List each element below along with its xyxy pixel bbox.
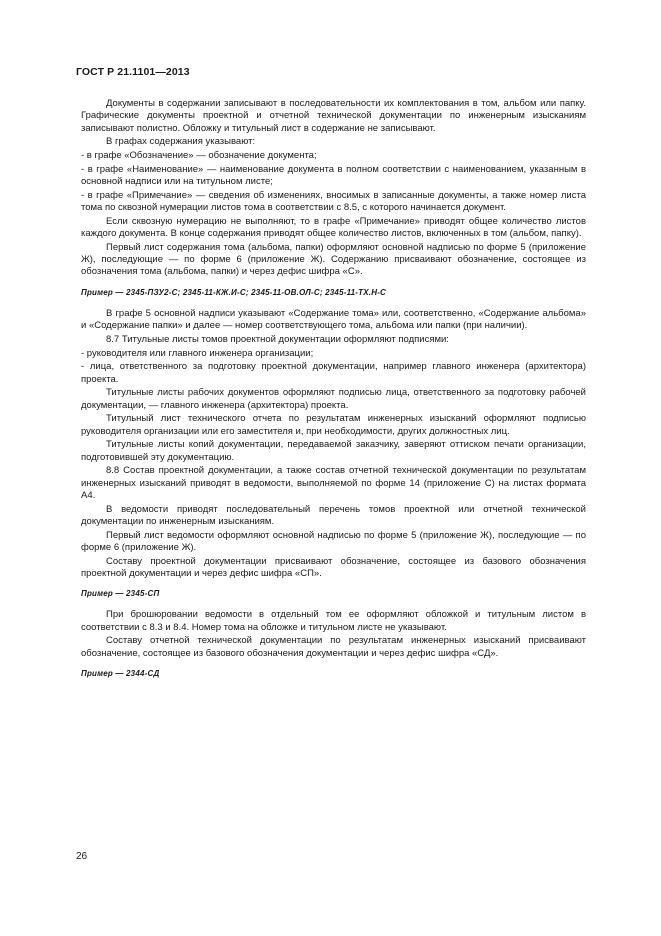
paragraph: Первый лист содержания тома (альбома, папки) оформляют основной надписью по форме 5 (приложение Ж), последующие — по форме 6 (приложение Ж). Содержанию присваивают обозначение, состоящее из обозначения тома (альбома, папки) и через дефис шифра «С». bbox=[81, 241, 586, 278]
paragraph: Первый лист ведомости оформляют основной надписью по форме 5 (приложение Ж), последующие — по форме 6 (приложение Ж). bbox=[81, 529, 586, 553]
paragraph: В графе 5 основной надписи указывают «Содержание тома» или, соответственно, «Содержание альбома» и «Содержание папки» и далее — номер соответствующего тома, альбома или папки (при наличии). bbox=[81, 307, 586, 331]
list-item: - руководителя или главного инженера организации; bbox=[81, 347, 314, 359]
document-body bbox=[81, 98, 586, 689]
example-line: Пример — 2345-СП bbox=[81, 589, 160, 598]
paragraph: Титульные листы рабочих документов оформляют подписью лица, ответственного за подготовку рабочей документации, — главного инженера (архитектора) проекта. bbox=[81, 387, 586, 411]
example-line: Пример — 2345-ПЗУ2-С; 2345-11-КЖ.И-С; 2345-11-ОВ.ОЛ-С; 2345-11-ТХ.Н-С bbox=[81, 287, 387, 297]
paragraph: Если сквозную нумерацию не выполняют, то в графе «Примечание» приводят общее количество листов каждого документа. В конце содержания приводят общее количество листов, включенных в том (альбом, папку). bbox=[81, 215, 586, 239]
section-8-7: 8.7 Титульные листы томов проектной документации оформляют подписями: bbox=[106, 333, 449, 345]
paragraph: Составу проектной документации присваивают обозначение, состоящее из базового обозначения проектной документации и через дефис шифра «СП». bbox=[81, 555, 586, 579]
list-item: - в графе «Наименование» — наименование документа в полном соответствии с наименованием, указанным в основной надписи или на титульном листе; bbox=[81, 163, 586, 187]
page-header: ГОСТ Р 21.1101—2013 bbox=[76, 66, 190, 78]
paragraph: В ведомости приводят последовательный перечень томов проектной или отчетной технической документации по инженерным изысканиям. bbox=[81, 503, 586, 527]
section-8-8: 8.8 Состав проектной документации, а также состав отчетной технической документации по результатам инженерных изысканий приводят в ведомости, выполняемой по форме 14 (приложение С) на листах формата А4. bbox=[81, 465, 586, 501]
paragraph: Составу отчетной технической документации по результатам инженерных изысканий присваивают обозначение, состоящее из базового обозначения документации и через дефис шифра «СД». bbox=[81, 635, 586, 659]
paragraph: Титульный лист технического отчета по результатам инженерных изысканий оформляют подписью руководителя организации или его заместителя и, при необходимости, других должностных лиц. bbox=[81, 413, 586, 437]
page-number: 26 bbox=[76, 851, 88, 862]
paragraph: Документы в содержании записывают в последовательности их комплектования в том, альбом или папку. Графические документы проектной и отчетной технической документации по инженерным изысканиям записывают полистно. Обложку и титульный лист в содержание не записывают. bbox=[81, 98, 586, 134]
paragraph: При брошюровании ведомости в отдельный том ее оформляют обложкой и титульным листом в соответствии с 8.3 и 8.4. Номер тома на обложке и титульном листе не указывают. bbox=[81, 609, 586, 633]
paragraph: Титульные листы копий документации, передаваемой заказчику, заверяют оттиском печати организации, подготовившей эту документацию. bbox=[81, 439, 586, 463]
list-item: - в графе «Примечание» — сведения об изменениях, вносимых в записанные документы, а также номер листа тома по сквозной нумерации листов тома в соответствии с 8.5, с которого начинается документ. bbox=[81, 189, 586, 213]
list-item: - лица, ответственного за подготовку проектной документации, например главного инженера (архитектора) проекта. bbox=[81, 361, 586, 385]
paragraph: В графах содержания указывают: bbox=[106, 136, 256, 148]
list-item: - в графе «Обозначение» — обозначение документа; bbox=[81, 150, 317, 161]
example-line: Пример — 2344-СД bbox=[81, 668, 160, 678]
